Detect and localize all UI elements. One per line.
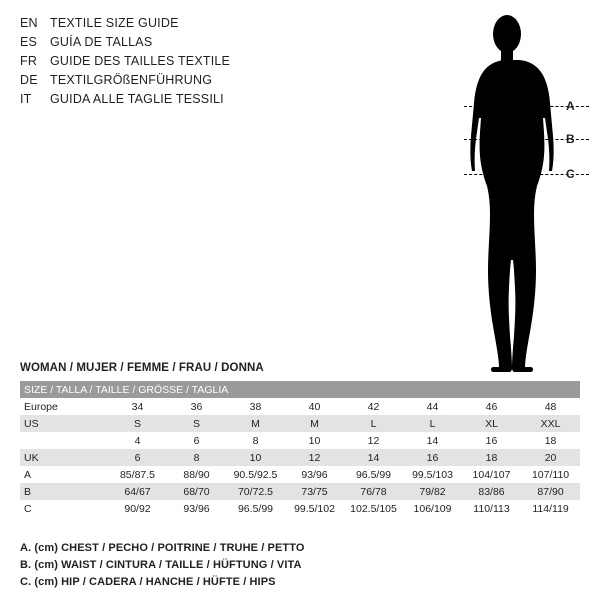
cell: 96.5/99	[344, 466, 403, 483]
cell: 87/90	[521, 483, 580, 500]
cell: XL	[462, 415, 521, 432]
cell: 8	[167, 449, 226, 466]
cell: 107/110	[521, 466, 580, 483]
cell: 76/78	[344, 483, 403, 500]
row-label-europe: Europe	[20, 398, 108, 415]
row-label-uk: UK	[20, 449, 108, 466]
cell: 36	[167, 398, 226, 415]
cell: 16	[462, 432, 521, 449]
cell: 96.5/99	[226, 500, 285, 517]
legend-row-c: C. (cm) HIP / CADERA / HANCHE / HÜFTE / HIPS	[20, 576, 276, 588]
cell: 93/96	[285, 466, 344, 483]
language-code-it: IT	[20, 92, 32, 106]
table-row	[20, 415, 580, 432]
cell: 73/75	[285, 483, 344, 500]
row-label-a: A	[20, 466, 108, 483]
cell: 40	[285, 398, 344, 415]
cell: 6	[167, 432, 226, 449]
row-label-b: B	[20, 483, 108, 500]
cell: 42	[344, 398, 403, 415]
cell: 18	[521, 432, 580, 449]
gender-title: WOMAN / MUJER / FEMME / FRAU / DONNA	[20, 362, 264, 374]
cell: 99.5/102	[285, 500, 344, 517]
cell: 46	[462, 398, 521, 415]
language-row-fr	[20, 54, 440, 73]
cell: 104/107	[462, 466, 521, 483]
cell: S	[167, 415, 226, 432]
language-text-es: GUÍA DE TALLAS	[50, 35, 153, 49]
language-text-en: TEXTILE SIZE GUIDE	[50, 16, 179, 30]
language-row-de	[20, 73, 440, 92]
table-header-label: SIZE / TALLA / TAILLE / GRÖSSE / TAGLIA	[20, 381, 580, 398]
cell: XXL	[521, 415, 580, 432]
table-row	[20, 500, 580, 517]
row-label-c: C	[20, 500, 108, 517]
language-row-en	[20, 16, 440, 35]
cell: 20	[521, 449, 580, 466]
measure-label-c: C	[566, 167, 575, 181]
language-code-de: DE	[20, 73, 38, 87]
language-row-it	[20, 92, 440, 111]
cell: 18	[462, 449, 521, 466]
cell: 90/92	[108, 500, 167, 517]
cell: 83/86	[462, 483, 521, 500]
cell: 88/90	[167, 466, 226, 483]
cell: 114/119	[521, 500, 580, 517]
language-code-en: EN	[20, 16, 38, 30]
table-row	[20, 398, 580, 415]
cell: 44	[403, 398, 462, 415]
measure-label-a: A	[566, 99, 575, 113]
cell: M	[285, 415, 344, 432]
cell: 102.5/105	[344, 500, 403, 517]
language-list	[20, 16, 440, 111]
cell: 85/87.5	[108, 466, 167, 483]
cell: 93/96	[167, 500, 226, 517]
cell: 99.5/103	[403, 466, 462, 483]
cell: L	[403, 415, 462, 432]
language-text-fr: GUIDE DES TAILLES TEXTILE	[50, 54, 231, 68]
cell: 110/113	[462, 500, 521, 517]
table-row	[20, 466, 580, 483]
table-row	[20, 483, 580, 500]
cell: S	[108, 415, 167, 432]
language-code-fr: FR	[20, 54, 38, 68]
cell: M	[226, 415, 285, 432]
female-silhouette-icon	[430, 8, 595, 373]
table-row	[20, 449, 580, 466]
measure-label-b: B	[566, 132, 575, 146]
cell: 38	[226, 398, 285, 415]
cell: 10	[226, 449, 285, 466]
row-label-us-numeric	[20, 432, 108, 449]
cell: 12	[344, 432, 403, 449]
cell: 14	[403, 432, 462, 449]
cell: 106/109	[403, 500, 462, 517]
cell: 6	[108, 449, 167, 466]
language-text-de: TEXTILGRÖßENFÜHRUNG	[50, 73, 213, 87]
cell: 79/82	[403, 483, 462, 500]
cell: 34	[108, 398, 167, 415]
language-text-it: GUIDA ALLE TAGLIE TESSILI	[50, 92, 224, 106]
legend-row-b: B. (cm) WAIST / CINTURA / TAILLE / HÜFTUNG / VITA	[20, 559, 302, 571]
language-code-es: ES	[20, 35, 38, 49]
measurement-legend	[20, 542, 580, 593]
cell: 4	[108, 432, 167, 449]
cell: 10	[285, 432, 344, 449]
legend-row-a: A. (cm) CHEST / PECHO / POITRINE / TRUHE / PETTO	[20, 542, 305, 554]
size-table	[20, 381, 580, 517]
body-figure	[430, 8, 595, 373]
cell: 14	[344, 449, 403, 466]
cell: 90.5/92.5	[226, 466, 285, 483]
cell: 70/72.5	[226, 483, 285, 500]
cell: 64/67	[108, 483, 167, 500]
row-label-us: US	[20, 415, 108, 432]
cell: 8	[226, 432, 285, 449]
cell: L	[344, 415, 403, 432]
table-header-row	[20, 381, 580, 398]
cell: 48	[521, 398, 580, 415]
language-row-es	[20, 35, 440, 54]
cell: 16	[403, 449, 462, 466]
table-row	[20, 432, 580, 449]
cell: 12	[285, 449, 344, 466]
cell: 68/70	[167, 483, 226, 500]
